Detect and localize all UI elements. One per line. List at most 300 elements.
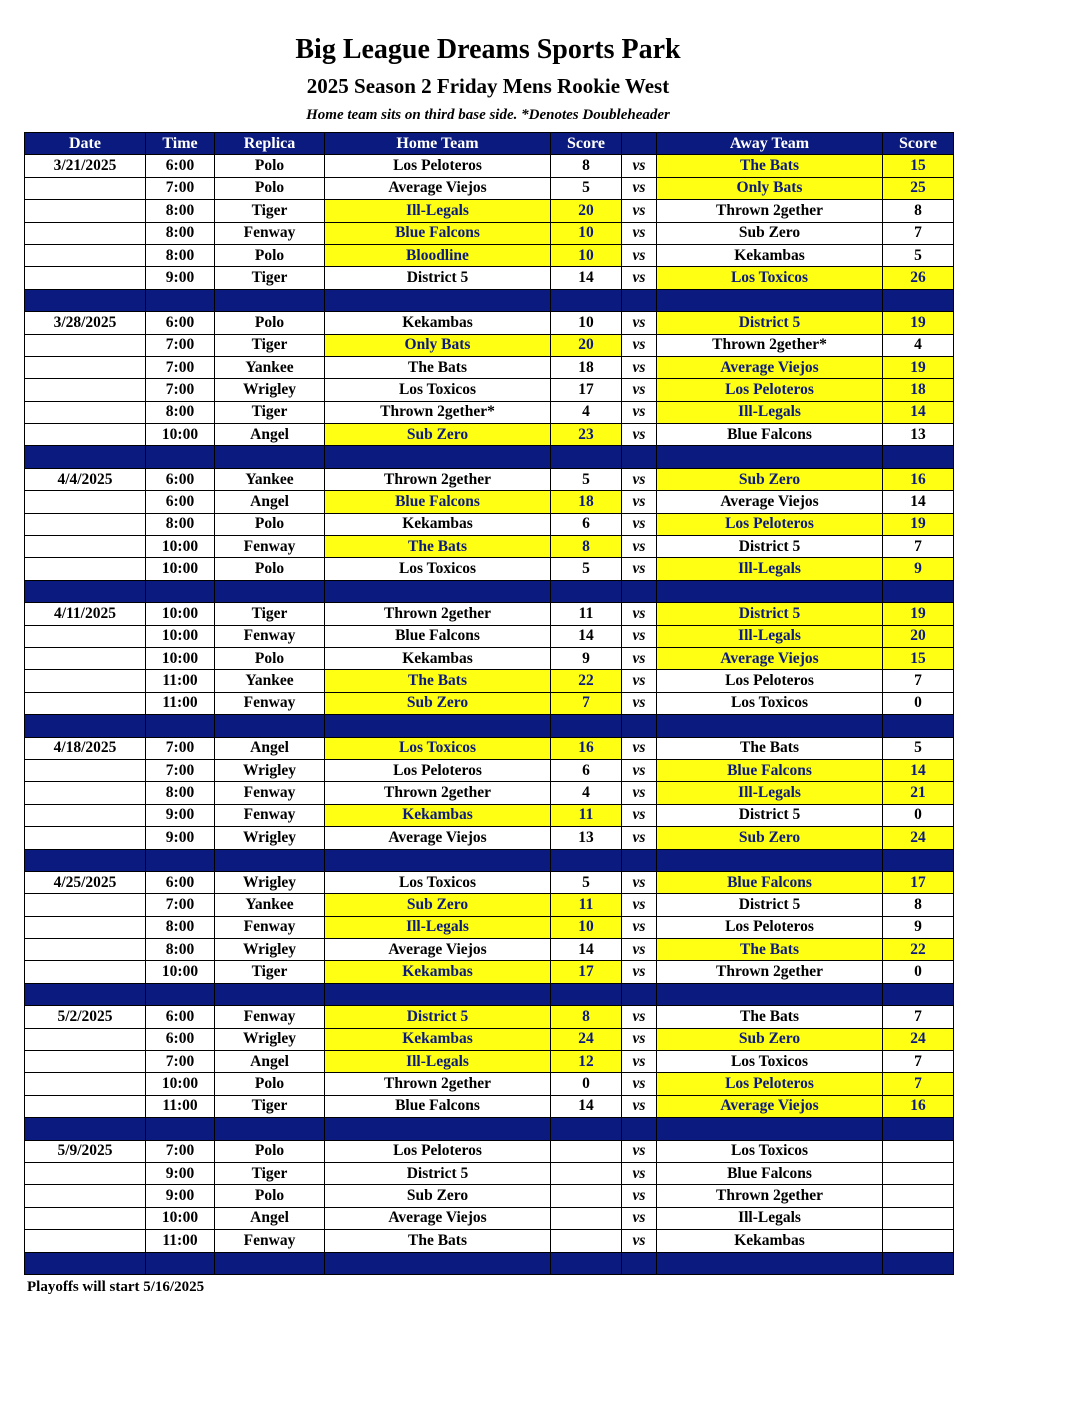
game-date-empty (25, 670, 146, 692)
table-row (25, 155, 954, 177)
week-separator (25, 849, 954, 871)
home-team: Kekambas (325, 804, 551, 826)
home-score: 10 (551, 244, 622, 266)
game-replica: Wrigley (215, 871, 325, 893)
separator-cell (325, 849, 551, 871)
away-score: 9 (883, 558, 954, 580)
away-team: Thrown 2gether (657, 1185, 883, 1207)
separator-cell (883, 580, 954, 602)
game-replica: Fenway (215, 1230, 325, 1252)
table-row (25, 1207, 954, 1229)
vs-label: vs (622, 894, 657, 916)
away-team: District 5 (657, 312, 883, 334)
game-replica: Tiger (215, 1095, 325, 1117)
away-team: Sub Zero (657, 468, 883, 490)
separator-cell (215, 1252, 325, 1274)
home-team: Blue Falcons (325, 491, 551, 513)
away-score: 8 (883, 894, 954, 916)
away-team: District 5 (657, 603, 883, 625)
separator-cell (551, 715, 622, 737)
away-score: 26 (883, 267, 954, 289)
game-date-empty (25, 782, 146, 804)
game-time: 6:00 (146, 1006, 215, 1028)
game-time: 9:00 (146, 1162, 215, 1184)
week-separator (25, 1252, 954, 1274)
game-replica: Yankee (215, 894, 325, 916)
table-row (25, 267, 954, 289)
vs-label: vs (622, 1162, 657, 1184)
separator-cell (883, 849, 954, 871)
home-score: 10 (551, 312, 622, 334)
separator-cell (622, 289, 657, 311)
separator-cell (657, 1118, 883, 1140)
home-team: Sub Zero (325, 1185, 551, 1207)
separator-cell (215, 715, 325, 737)
vs-label: vs (622, 1185, 657, 1207)
home-score: 6 (551, 759, 622, 781)
home-team: Ill-Legals (325, 200, 551, 222)
vs-label: vs (622, 692, 657, 714)
away-score: 4 (883, 334, 954, 356)
home-score: 5 (551, 177, 622, 199)
home-score (551, 1207, 622, 1229)
away-team: Sub Zero (657, 1028, 883, 1050)
game-date-empty (25, 1162, 146, 1184)
home-team: Sub Zero (325, 894, 551, 916)
table-row (25, 670, 954, 692)
separator-cell (657, 983, 883, 1005)
separator-cell (551, 983, 622, 1005)
home-score: 11 (551, 894, 622, 916)
home-score: 20 (551, 200, 622, 222)
away-team: Only Bats (657, 177, 883, 199)
vs-label: vs (622, 1073, 657, 1095)
game-time: 7:00 (146, 334, 215, 356)
schedule-note: Home team sits on third base side. *Denotes Doubleheader (306, 107, 670, 123)
home-team: Average Viejos (325, 939, 551, 961)
separator-cell (25, 1252, 146, 1274)
game-date: 5/2/2025 (25, 1006, 146, 1028)
game-time: 11:00 (146, 1230, 215, 1252)
page-title: Big League Dreams Sports Park (295, 34, 681, 65)
table-row (25, 1051, 954, 1073)
table-row (25, 379, 954, 401)
away-team: Ill-Legals (657, 401, 883, 423)
column-header-date: Date (25, 133, 146, 155)
away-score: 15 (883, 647, 954, 669)
schedule-body (25, 155, 954, 1275)
game-replica: Fenway (215, 782, 325, 804)
vs-label: vs (622, 1006, 657, 1028)
home-team: Blue Falcons (325, 222, 551, 244)
vs-label: vs (622, 1095, 657, 1117)
separator-cell (622, 849, 657, 871)
home-team: Kekambas (325, 1028, 551, 1050)
game-replica: Wrigley (215, 379, 325, 401)
separator-cell (25, 289, 146, 311)
away-score: 19 (883, 603, 954, 625)
separator-cell (622, 1118, 657, 1140)
away-score: 5 (883, 737, 954, 759)
separator-cell (657, 1252, 883, 1274)
away-score: 7 (883, 1006, 954, 1028)
away-score (883, 1207, 954, 1229)
away-score: 0 (883, 804, 954, 826)
separator-cell (883, 1252, 954, 1274)
game-date-empty (25, 692, 146, 714)
separator-cell (25, 983, 146, 1005)
away-team: Ill-Legals (657, 625, 883, 647)
table-row (25, 916, 954, 938)
away-score: 15 (883, 155, 954, 177)
home-score: 20 (551, 334, 622, 356)
game-replica: Fenway (215, 222, 325, 244)
home-team: Blue Falcons (325, 625, 551, 647)
home-score: 14 (551, 1095, 622, 1117)
game-time: 7:00 (146, 1140, 215, 1162)
game-date-empty (25, 1051, 146, 1073)
away-team: Los Peloteros (657, 513, 883, 535)
game-date-empty (25, 647, 146, 669)
home-team: Thrown 2gether* (325, 401, 551, 423)
table-row (25, 536, 954, 558)
game-replica: Polo (215, 1073, 325, 1095)
game-time: 6:00 (146, 312, 215, 334)
vs-label: vs (622, 1028, 657, 1050)
game-replica: Tiger (215, 961, 325, 983)
home-score: 18 (551, 491, 622, 513)
game-date-empty (25, 334, 146, 356)
vs-label: vs (622, 827, 657, 849)
week-separator (25, 289, 954, 311)
game-time: 7:00 (146, 1051, 215, 1073)
away-team: Sub Zero (657, 827, 883, 849)
game-time: 8:00 (146, 222, 215, 244)
separator-cell (25, 1118, 146, 1140)
home-team: The Bats (325, 536, 551, 558)
home-score: 8 (551, 155, 622, 177)
home-score: 4 (551, 782, 622, 804)
home-score: 14 (551, 625, 622, 647)
home-team: Average Viejos (325, 177, 551, 199)
separator-cell (551, 849, 622, 871)
home-score: 13 (551, 827, 622, 849)
home-team: Blue Falcons (325, 1095, 551, 1117)
away-team: The Bats (657, 737, 883, 759)
home-score: 22 (551, 670, 622, 692)
game-time: 8:00 (146, 916, 215, 938)
game-replica: Polo (215, 558, 325, 580)
week-separator (25, 446, 954, 468)
separator-cell (657, 715, 883, 737)
table-row (25, 894, 954, 916)
home-team: Los Toxicos (325, 558, 551, 580)
separator-cell (325, 289, 551, 311)
game-date-empty (25, 536, 146, 558)
home-team: The Bats (325, 1230, 551, 1252)
table-row (25, 939, 954, 961)
away-team: The Bats (657, 939, 883, 961)
game-replica: Wrigley (215, 827, 325, 849)
home-score: 5 (551, 871, 622, 893)
vs-label: vs (622, 737, 657, 759)
vs-label: vs (622, 1207, 657, 1229)
game-replica: Tiger (215, 1162, 325, 1184)
separator-cell (146, 1118, 215, 1140)
game-date: 4/25/2025 (25, 871, 146, 893)
game-time: 7:00 (146, 379, 215, 401)
separator-cell (146, 446, 215, 468)
separator-cell (883, 289, 954, 311)
vs-label: vs (622, 625, 657, 647)
away-team: Los Peloteros (657, 1073, 883, 1095)
away-team: Los Toxicos (657, 692, 883, 714)
game-date-empty (25, 939, 146, 961)
home-score: 18 (551, 356, 622, 378)
vs-label: vs (622, 759, 657, 781)
week-separator (25, 715, 954, 737)
game-replica: Polo (215, 177, 325, 199)
away-score: 21 (883, 782, 954, 804)
game-date-empty (25, 1095, 146, 1117)
game-date: 4/11/2025 (25, 603, 146, 625)
game-date-empty (25, 1230, 146, 1252)
vs-label: vs (622, 1140, 657, 1162)
game-date-empty (25, 1207, 146, 1229)
separator-cell (883, 446, 954, 468)
away-team: Thrown 2gether (657, 200, 883, 222)
home-score: 0 (551, 1073, 622, 1095)
home-score (551, 1230, 622, 1252)
away-score: 0 (883, 961, 954, 983)
game-date-empty (25, 356, 146, 378)
vs-label: vs (622, 670, 657, 692)
away-score: 17 (883, 871, 954, 893)
game-date-empty (25, 804, 146, 826)
game-replica: Wrigley (215, 1028, 325, 1050)
game-time: 8:00 (146, 244, 215, 266)
home-score: 10 (551, 916, 622, 938)
game-time: 10:00 (146, 1207, 215, 1229)
separator-cell (657, 446, 883, 468)
vs-label: vs (622, 1051, 657, 1073)
table-row (25, 1230, 954, 1252)
away-score (883, 1230, 954, 1252)
game-time: 10:00 (146, 603, 215, 625)
separator-cell (215, 289, 325, 311)
column-header-time: Time (146, 133, 215, 155)
separator-cell (215, 446, 325, 468)
game-date-empty (25, 200, 146, 222)
home-team: District 5 (325, 267, 551, 289)
game-date-empty (25, 1028, 146, 1050)
game-time: 9:00 (146, 804, 215, 826)
column-header-vs (622, 133, 657, 155)
game-date: 3/28/2025 (25, 312, 146, 334)
game-replica: Angel (215, 491, 325, 513)
away-score (883, 1162, 954, 1184)
home-score: 24 (551, 1028, 622, 1050)
away-score: 24 (883, 827, 954, 849)
game-date-empty (25, 916, 146, 938)
home-team: District 5 (325, 1162, 551, 1184)
away-team: Kekambas (657, 244, 883, 266)
away-score: 14 (883, 491, 954, 513)
game-replica: Polo (215, 244, 325, 266)
game-time: 10:00 (146, 536, 215, 558)
home-team: Average Viejos (325, 1207, 551, 1229)
game-date-empty (25, 244, 146, 266)
game-time: 8:00 (146, 513, 215, 535)
separator-cell (325, 580, 551, 602)
separator-cell (883, 715, 954, 737)
vs-label: vs (622, 961, 657, 983)
game-time: 11:00 (146, 692, 215, 714)
game-date-empty (25, 894, 146, 916)
game-date-empty (25, 401, 146, 423)
vs-label: vs (622, 401, 657, 423)
game-replica: Angel (215, 1051, 325, 1073)
vs-label: vs (622, 177, 657, 199)
vs-label: vs (622, 536, 657, 558)
game-date-empty (25, 1073, 146, 1095)
home-score (551, 1140, 622, 1162)
away-score: 16 (883, 1095, 954, 1117)
game-date-empty (25, 177, 146, 199)
game-time: 7:00 (146, 737, 215, 759)
home-score: 8 (551, 1006, 622, 1028)
away-score: 7 (883, 1073, 954, 1095)
table-row (25, 871, 954, 893)
separator-cell (551, 289, 622, 311)
vs-label: vs (622, 603, 657, 625)
away-score: 7 (883, 222, 954, 244)
home-team: District 5 (325, 1006, 551, 1028)
vs-label: vs (622, 782, 657, 804)
vs-label: vs (622, 334, 657, 356)
separator-cell (657, 580, 883, 602)
playoffs-note: Playoffs will start 5/16/2025 (27, 1279, 205, 1295)
game-replica: Tiger (215, 200, 325, 222)
separator-cell (883, 983, 954, 1005)
game-date: 5/9/2025 (25, 1140, 146, 1162)
table-row (25, 401, 954, 423)
game-time: 9:00 (146, 827, 215, 849)
table-row (25, 759, 954, 781)
separator-cell (25, 446, 146, 468)
game-time: 10:00 (146, 625, 215, 647)
away-team: Thrown 2gether* (657, 334, 883, 356)
vs-label: vs (622, 916, 657, 938)
game-replica: Angel (215, 1207, 325, 1229)
away-team: Ill-Legals (657, 782, 883, 804)
away-score: 25 (883, 177, 954, 199)
column-header-away-team: Away Team (657, 133, 883, 155)
home-score: 7 (551, 692, 622, 714)
table-row (25, 1073, 954, 1095)
game-time: 6:00 (146, 871, 215, 893)
separator-cell (622, 715, 657, 737)
table-row (25, 1006, 954, 1028)
column-header-away-score: Score (883, 133, 954, 155)
game-replica: Wrigley (215, 939, 325, 961)
separator-cell (622, 446, 657, 468)
away-team: Los Peloteros (657, 379, 883, 401)
game-date-empty (25, 759, 146, 781)
game-replica: Fenway (215, 916, 325, 938)
table-row (25, 961, 954, 983)
home-team: Sub Zero (325, 424, 551, 446)
separator-cell (325, 983, 551, 1005)
game-time: 6:00 (146, 491, 215, 513)
table-row (25, 1162, 954, 1184)
game-replica: Fenway (215, 692, 325, 714)
table-row (25, 625, 954, 647)
game-time: 11:00 (146, 1095, 215, 1117)
game-date-empty (25, 491, 146, 513)
separator-cell (215, 983, 325, 1005)
away-score: 18 (883, 379, 954, 401)
away-team: Sub Zero (657, 222, 883, 244)
game-time: 11:00 (146, 670, 215, 692)
away-team: Ill-Legals (657, 558, 883, 580)
table-row (25, 491, 954, 513)
game-replica: Tiger (215, 334, 325, 356)
away-score: 20 (883, 625, 954, 647)
home-team: Los Peloteros (325, 155, 551, 177)
home-score: 6 (551, 513, 622, 535)
home-team: The Bats (325, 356, 551, 378)
game-date-empty (25, 625, 146, 647)
game-time: 9:00 (146, 267, 215, 289)
game-date: 3/21/2025 (25, 155, 146, 177)
game-replica: Yankee (215, 468, 325, 490)
vs-label: vs (622, 356, 657, 378)
game-replica: Fenway (215, 625, 325, 647)
game-replica: Tiger (215, 603, 325, 625)
away-team: Los Toxicos (657, 1140, 883, 1162)
separator-cell (146, 289, 215, 311)
game-replica: Polo (215, 1140, 325, 1162)
game-time: 10:00 (146, 647, 215, 669)
table-row (25, 603, 954, 625)
separator-cell (622, 983, 657, 1005)
game-replica: Yankee (215, 670, 325, 692)
separator-cell (325, 1118, 551, 1140)
home-team: Bloodline (325, 244, 551, 266)
home-score: 16 (551, 737, 622, 759)
table-row (25, 1140, 954, 1162)
home-score: 11 (551, 603, 622, 625)
away-score: 19 (883, 356, 954, 378)
separator-cell (551, 1252, 622, 1274)
away-score: 9 (883, 916, 954, 938)
separator-cell (25, 580, 146, 602)
game-replica: Angel (215, 737, 325, 759)
game-date: 4/18/2025 (25, 737, 146, 759)
game-replica: Yankee (215, 356, 325, 378)
game-replica: Tiger (215, 401, 325, 423)
home-score: 10 (551, 222, 622, 244)
away-team: The Bats (657, 155, 883, 177)
away-team: Blue Falcons (657, 1162, 883, 1184)
home-team: Kekambas (325, 647, 551, 669)
home-score: 17 (551, 961, 622, 983)
table-row (25, 177, 954, 199)
game-replica: Fenway (215, 536, 325, 558)
vs-label: vs (622, 468, 657, 490)
home-team: Los Peloteros (325, 759, 551, 781)
